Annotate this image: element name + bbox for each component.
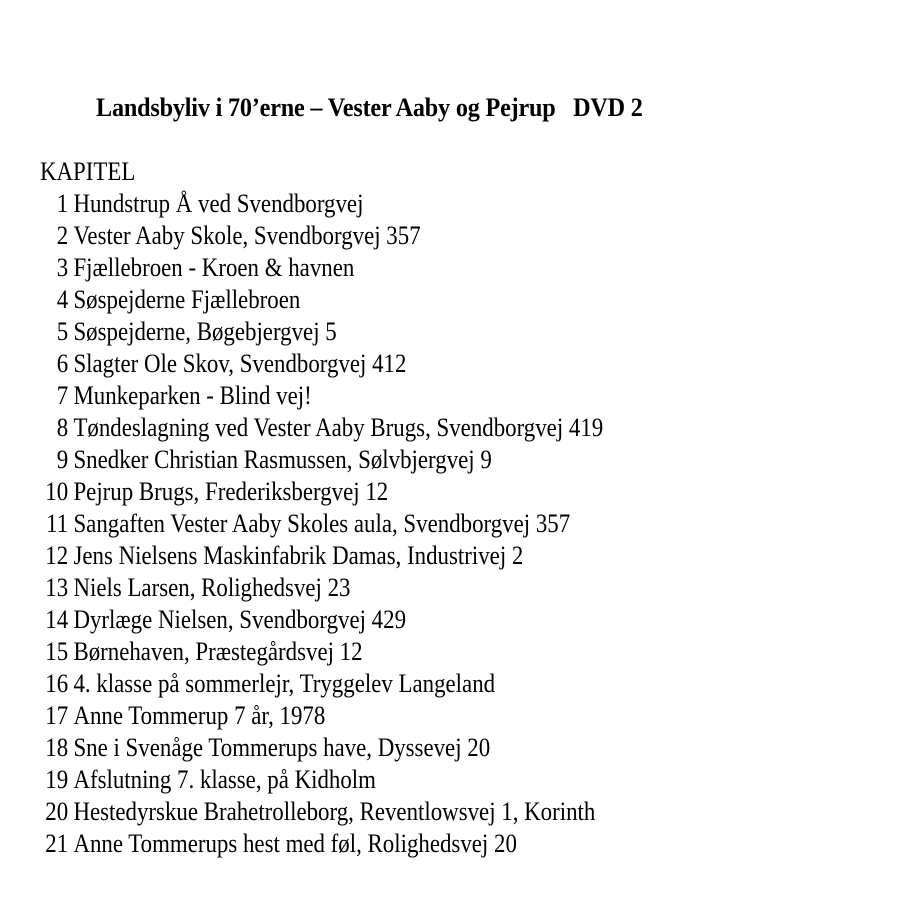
chapter-title: Sangaften Vester Aaby Skoles aula, Svendborgvej 357 xyxy=(73,509,571,538)
chapter-title: Børnehaven, Præstegårdsvej 12 xyxy=(73,637,363,666)
chapter-number: 21 xyxy=(45,829,69,858)
chapter-number: 19 xyxy=(45,765,69,794)
chapter-number: 13 xyxy=(45,573,69,602)
chapter-number: 15 xyxy=(45,637,69,666)
chapter-title: Anne Tommerups hest med føl, Rolighedsvej 20 xyxy=(73,829,517,858)
chapter-title: 4. klasse på sommerlejr, Tryggelev Langeland xyxy=(73,669,496,698)
chapter-number: 6 xyxy=(56,349,69,378)
chapter-title: Pejrup Brugs, Frederiksbergvej 12 xyxy=(73,477,389,506)
chapter-item xyxy=(40,380,603,412)
document-title: Landsbyliv i 70’erne – Vester Aaby og Pejrup DVD 2 xyxy=(96,93,643,122)
chapter-number: 10 xyxy=(45,477,69,506)
chapter-item xyxy=(40,732,603,764)
chapter-item xyxy=(40,284,603,316)
chapter-title: Hundstrup Å ved Svendborgvej xyxy=(73,189,364,218)
chapter-item xyxy=(40,476,603,508)
chapter-title: Niels Larsen, Rolighedsvej 23 xyxy=(73,573,351,602)
chapter-item xyxy=(40,796,603,828)
chapter-item xyxy=(40,444,603,476)
chapter-title: Afslutning 7. klasse, på Kidholm xyxy=(73,765,376,794)
chapter-title: Jens Nielsens Maskinfabrik Damas, Industrivej 2 xyxy=(73,541,524,570)
chapter-number: 14 xyxy=(45,605,69,634)
chapter-number: 18 xyxy=(45,733,69,762)
chapter-list xyxy=(40,188,680,860)
chapter-item xyxy=(40,828,603,860)
chapter-item xyxy=(40,572,603,604)
chapter-title: Søspejderne Fjællebroen xyxy=(73,285,301,314)
chapter-title: Sne i Svenåge Tommerups have, Dyssevej 20 xyxy=(73,733,491,762)
chapter-item xyxy=(40,636,603,668)
chapter-title: Dyrlæge Nielsen, Svendborgvej 429 xyxy=(73,605,407,634)
chapter-number: 8 xyxy=(56,413,69,442)
chapter-title: Søspejderne, Bøgebjergvej 5 xyxy=(73,317,337,346)
chapter-title: Munkeparken - Blind vej! xyxy=(73,381,312,410)
chapter-title: Snedker Christian Rasmussen, Sølvbjergvej 9 xyxy=(73,445,492,474)
chapter-item xyxy=(40,540,603,572)
chapter-number: 11 xyxy=(46,509,69,538)
chapter-item xyxy=(40,700,603,732)
chapter-item xyxy=(40,764,603,796)
chapter-title: Anne Tommerup 7 år, 1978 xyxy=(73,701,326,730)
chapter-number: 5 xyxy=(56,317,69,346)
chapter-title: Tøndeslagning ved Vester Aaby Brugs, Svendborgvej 419 xyxy=(73,413,604,442)
chapter-item xyxy=(40,604,603,636)
chapter-number: 2 xyxy=(56,221,69,250)
chapter-number: 9 xyxy=(56,445,69,474)
chapter-number: 20 xyxy=(45,797,69,826)
chapter-number: 12 xyxy=(45,541,69,570)
chapter-item xyxy=(40,508,603,540)
chapter-item xyxy=(40,188,603,220)
chapter-item xyxy=(40,348,603,380)
chapter-number: 4 xyxy=(56,285,69,314)
chapter-number: 1 xyxy=(56,189,69,218)
chapter-item xyxy=(40,220,603,252)
chapter-item xyxy=(40,412,603,444)
chapter-title: Vester Aaby Skole, Svendborgvej 357 xyxy=(73,221,421,250)
chapter-number: 16 xyxy=(45,669,69,698)
chapter-item xyxy=(40,668,603,700)
chapter-title: Hestedyrskue Brahetrolleborg, Reventlowsvej 1, Korinth xyxy=(73,797,596,826)
chapter-number: 17 xyxy=(45,701,69,730)
chapter-item xyxy=(40,252,603,284)
chapter-number: 7 xyxy=(56,381,69,410)
chapter-title: Slagter Ole Skov, Svendborgvej 412 xyxy=(73,349,407,378)
chapter-heading: KAPITEL xyxy=(40,157,136,186)
chapter-item xyxy=(40,316,603,348)
chapter-title: Fjællebroen - Kroen & havnen xyxy=(73,253,355,282)
chapter-number: 3 xyxy=(56,253,69,282)
